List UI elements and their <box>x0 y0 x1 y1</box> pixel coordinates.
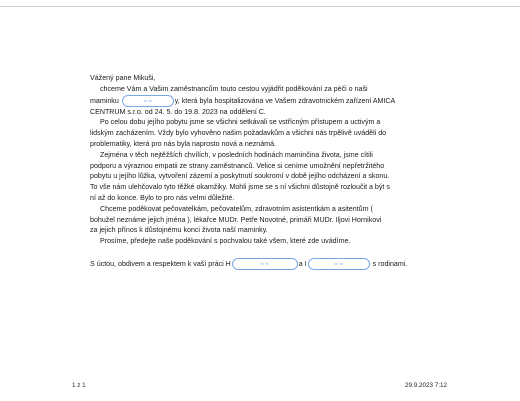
paragraph-5: Prosíme, předejte naše poděkování s pochvalou také všem, které zde uvádíme. <box>100 237 351 246</box>
paragraph-4-line-3: za jejich přínos k důstojnému konci života naší maminky. <box>90 226 268 235</box>
redacted-signature-blot-1 <box>232 258 298 270</box>
redacted-signature-blot-2 <box>308 258 370 270</box>
paragraph-1-line-3: CENTRUM s.r.o. od 24. 5. do 19.8. 2023 na oddělení C. <box>90 107 266 116</box>
paragraph-4-line-2: bohužel neznáme jejich jména ), lékařce MUDr. Petře Novotné, primáři MUDr. Iljovi Hornikovi <box>90 215 382 224</box>
paragraph-2-line-2: lidským zacházením. Vždy bylo vyhověno našim požadavkům a všichni nás trpělivě uváděli do <box>90 129 387 138</box>
paragraph-3-line-2: podporu a výraznou empatii ze strany zaměstnanců. Velice si ceníme umožnění nepřetržitého <box>90 161 385 170</box>
closing-start: S úctou, obdivem a respektem k vaší práci H <box>90 259 231 268</box>
paragraph-1-line-1: chceme Vám a Vašim zaměstnancům touto cestou vyjádřit poděkování za péči o naši <box>100 84 368 93</box>
page-top-edge <box>0 6 520 7</box>
redacted-name-blot <box>122 95 174 107</box>
paragraph-3-line-1: Zejména v těch nejtěžších chvílích, v posledních hodinách maminčina života, jsme cítili <box>100 150 373 159</box>
paragraph-2-line-3: problematiky, která pro nás byla naprosto nová a neznámá. <box>90 139 276 148</box>
letter-body <box>90 73 445 270</box>
paragraph-2-line-1: Po celou dobu jejího pobytu jsme se všichni setkávali se vstřícným přístupem a uctivým a <box>100 118 381 127</box>
paragraph-4-line-1: Chceme poděkovat pečovatelkám, pečovatelům, zdravotním asistentkám a asitentům ( <box>100 204 373 213</box>
closing-middle: a I <box>298 259 307 268</box>
paragraph-gap <box>90 247 445 258</box>
paragraph-1-line-2-end: y, která byla hospitalizována ve Vašem zdravotnickém zařízení AMICA <box>174 96 396 105</box>
page-number: 1 z 1 <box>72 382 86 389</box>
closing-end: s rodinami. <box>372 259 408 268</box>
print-timestamp: 29.9.2023 7:12 <box>405 382 448 389</box>
paragraph-1-line-2-start: maminku <box>90 96 119 105</box>
closing-line <box>90 258 445 270</box>
greeting: Vážený pane Mikuši, <box>90 74 156 82</box>
paragraph-3-line-3: pobytu u jejího lůžka, vytvoření zázemí a poskytnutí soukromí v době jejího odcházení a skonu. <box>90 172 390 181</box>
paragraph-3-line-4: To vše nám ulehčovalo tyto těžké okamžiky. Mohli jsme se s ní všichni důstojně rozloučit a být s <box>90 183 390 192</box>
paragraph-1-line-2 <box>90 95 445 107</box>
paragraph-3-line-5: ní až do konce. Bylo to pro nás velmi důležité. <box>90 193 235 202</box>
